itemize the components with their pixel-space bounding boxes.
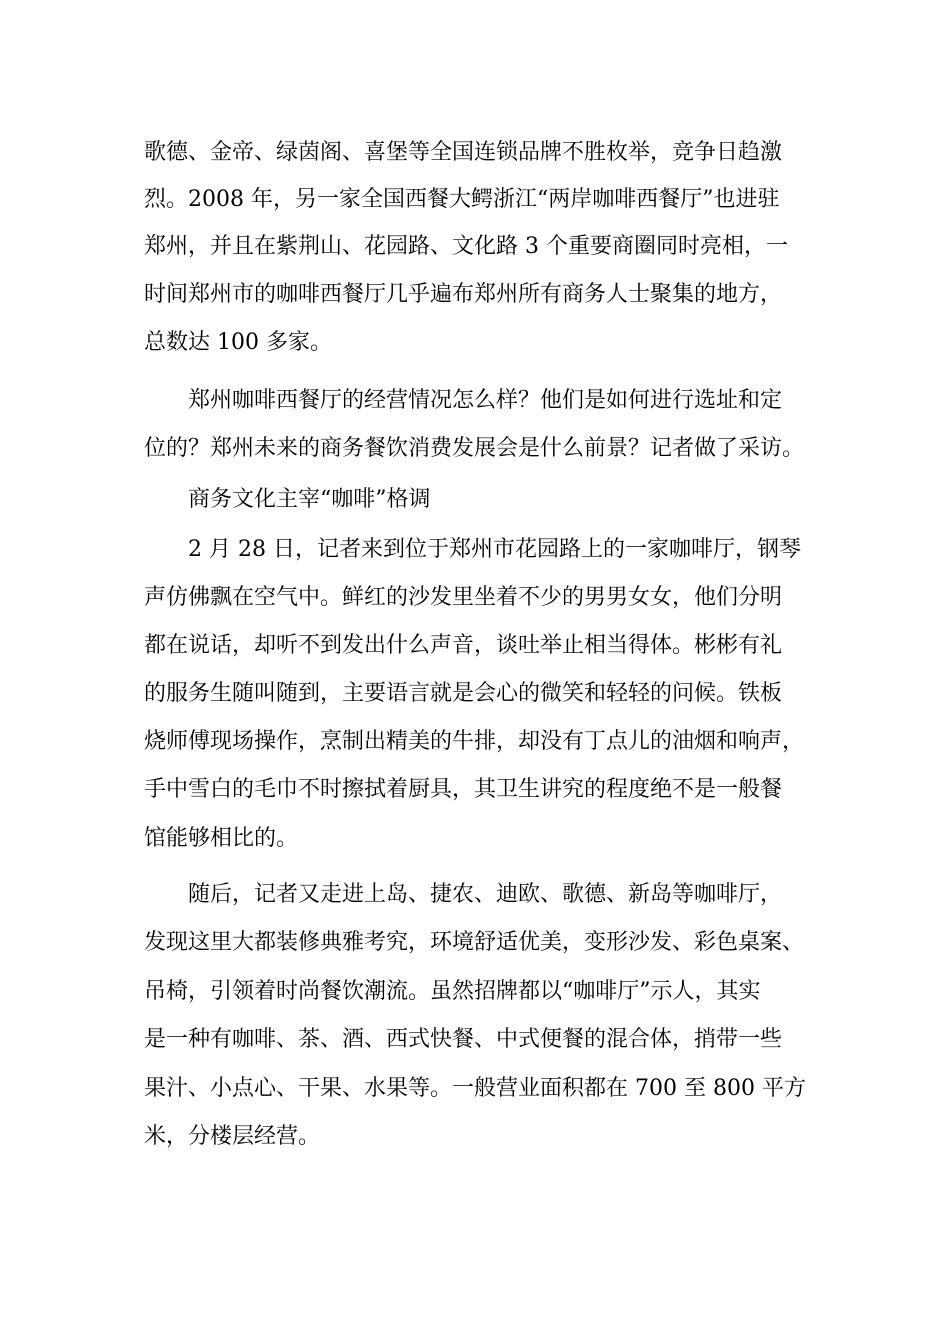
text-line: 发现这里大都装修典雅考究，环境舒适优美，变形沙发、彩色桌案、 xyxy=(144,930,805,955)
text-line: 随后，记者又走进上岛、捷农、迪欧、歌德、新岛等咖啡厅， xyxy=(188,882,783,907)
section-heading: 商务文化主宰“咖啡”格调 xyxy=(188,487,431,512)
text-line: 吊椅，引领着时尚餐饮潮流。虽然招牌都以“咖啡厅”示人，其实 xyxy=(144,979,761,1004)
text-line: 2 月 28 日，记者来到位于郑州市花园路上的一家咖啡厅，钢琴 xyxy=(188,537,801,562)
text-line: 是一种有咖啡、茶、酒、西式快餐、中式便餐的混合体，捎带一些 xyxy=(144,1027,783,1052)
text-line: 郑州咖啡西餐厅的经营情况怎么样？他们是如何进行选址和定 xyxy=(188,388,783,413)
text-line: 果汁、小点心、干果、水果等。一般营业面积都在 700 至 800 平方 xyxy=(144,1076,806,1101)
text-line: 馆能够相比的。 xyxy=(144,826,299,851)
text-line: 烈。2008 年，另一家全国西餐大鳄浙江“两岸咖啡西餐厅”也进驻 xyxy=(144,187,780,212)
text-line: 手中雪白的毛巾不时擦拭着厨具，其卫生讲究的程度绝不是一般餐 xyxy=(144,777,783,802)
text-line: 都在说话，却听不到发出什么声音，谈吐举止相当得体。彬彬有礼 xyxy=(144,633,783,658)
text-line: 歌德、金帝、绿茵阁、喜堡等全国连锁品牌不胜枚举，竞争日趋激 xyxy=(144,140,783,165)
text-line: 位的？郑州未来的商务餐饮消费发展会是什么前景？记者做了采访。 xyxy=(144,436,805,461)
text-line: 声仿佛飘在空气中。鲜红的沙发里坐着不少的男男女女，他们分明 xyxy=(144,585,783,610)
text-line: 郑州，并且在紫荆山、花园路、文化路 3 个重要商圈同时亮相，一 xyxy=(144,234,788,259)
text-line: 的服务生随叫随到，主要语言就是会心的微笑和轻轻的问候。铁板 xyxy=(144,681,783,706)
text-line: 总数达 100 多家。 xyxy=(144,330,332,355)
text-line: 时间郑州市的咖啡西餐厅几乎遍布郑州所有商务人士聚集的地方， xyxy=(144,282,783,307)
text-line: 烧师傅现场操作，烹制出精美的牛排，却没有丁点儿的油烟和响声， xyxy=(144,729,805,754)
text-line: 米，分楼层经营。 xyxy=(144,1124,321,1149)
